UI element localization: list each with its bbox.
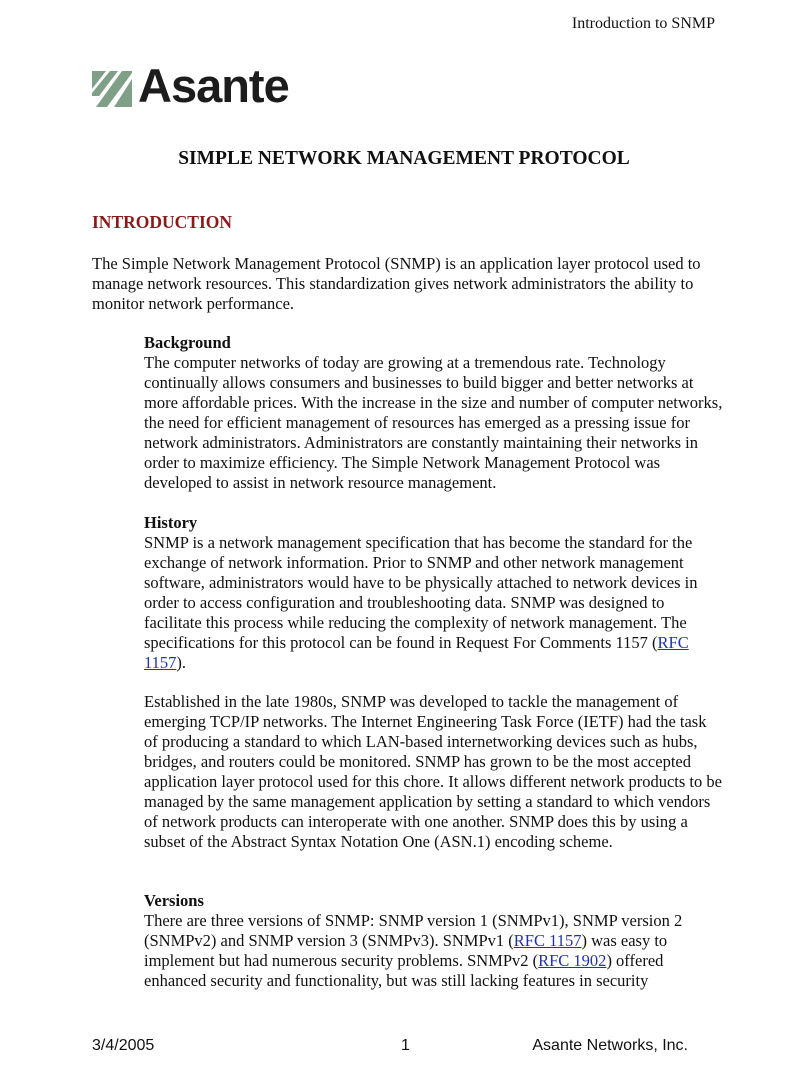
versions-text-2: ) was easy to implement but had numerous security problems. SNMPv2 ( xyxy=(144,931,668,970)
history-paragraph-end: ). xyxy=(176,653,187,672)
background-heading: Background xyxy=(144,333,231,352)
versions-rfc-1902-link[interactable]: RFC 1902 xyxy=(538,951,607,970)
introduction-paragraph: The Simple Network Management Protocol (SNMP) is an application layer protocol used to manage network resources. This standardization gives network administrators the ability to monitor network performance. xyxy=(92,254,701,313)
document-title: SIMPLE NETWORK MANAGEMENT PROTOCOL xyxy=(178,148,630,169)
asante-stripe-logo-icon xyxy=(92,65,132,107)
background-paragraph: The computer networks of today are growing at a tremendous rate. Technology continually allows consumers and businesses to build bigger and better networks at more affordable prices. With the increase in the size and number of computer networks, the need for efficient management of resources has emerged as a pressing issue for network administrators. Administrators are constantly maintaining their networks in order to maximize efficiency. The Simple Network Management Protocol was developed to assist in network resource management. xyxy=(144,353,723,492)
history-heading: History xyxy=(144,513,198,532)
versions-section xyxy=(144,891,724,991)
logo-wordmark: Asante xyxy=(138,59,289,112)
footer-page-number: 1 xyxy=(401,1037,410,1054)
versions-rfc-1157-link[interactable]: RFC 1157 xyxy=(513,931,582,950)
history-paragraph-2: Established in the late 1980s, SNMP was developed to tackle the management of emerging TCP/IP networks. The Internet Engineering Task Force (IETF) had the task of producing a standard to which LAN-based internetworking devices such as hubs, bridges, and routers could be monitored. SNMP has grown to be the most accepted application layer protocol used for this chore. It allows different network products to be managed by the same management application by setting a standard to which vendors of network products can interoperate with one another. SNMP does this by using a subset of the Abstract Syntax Notation One (ASN.1) encoding scheme. xyxy=(144,692,722,851)
rfc-1157-link[interactable]: RFC 1157 xyxy=(144,633,689,672)
versions-text-1: There are three versions of SNMP: SNMP version 1 (SNMPv1), SNMP version 2 (SNMPv2) and SNMP version 3 (SNMPv3). SNMPv1 ( xyxy=(144,911,683,950)
footer-date: 3/4/2005 xyxy=(92,1037,155,1054)
footer-company: Asante Networks, Inc. xyxy=(532,1037,688,1054)
company-logo xyxy=(92,59,289,112)
versions-heading: Versions xyxy=(144,891,204,910)
background-section xyxy=(144,333,724,493)
versions-text-3: ) offered enhanced security and functionality, but was still lacking features in security xyxy=(144,951,664,990)
running-header: Introduction to SNMP xyxy=(571,15,715,32)
history-section xyxy=(144,513,724,673)
introduction-heading: INTRODUCTION xyxy=(92,212,233,232)
history-paragraph-text: SNMP is a network management specification that has become the standard for the exchange of network information. Prior to SNMP and other network management software, administrators would have to be physically attached to network devices in order to access configuration and troubleshooting data. SNMP was designed to facilitate this process while reducing the complexity of network management. The specifications for this protocol can be found in Request For Comments 1157 ( xyxy=(144,533,698,652)
